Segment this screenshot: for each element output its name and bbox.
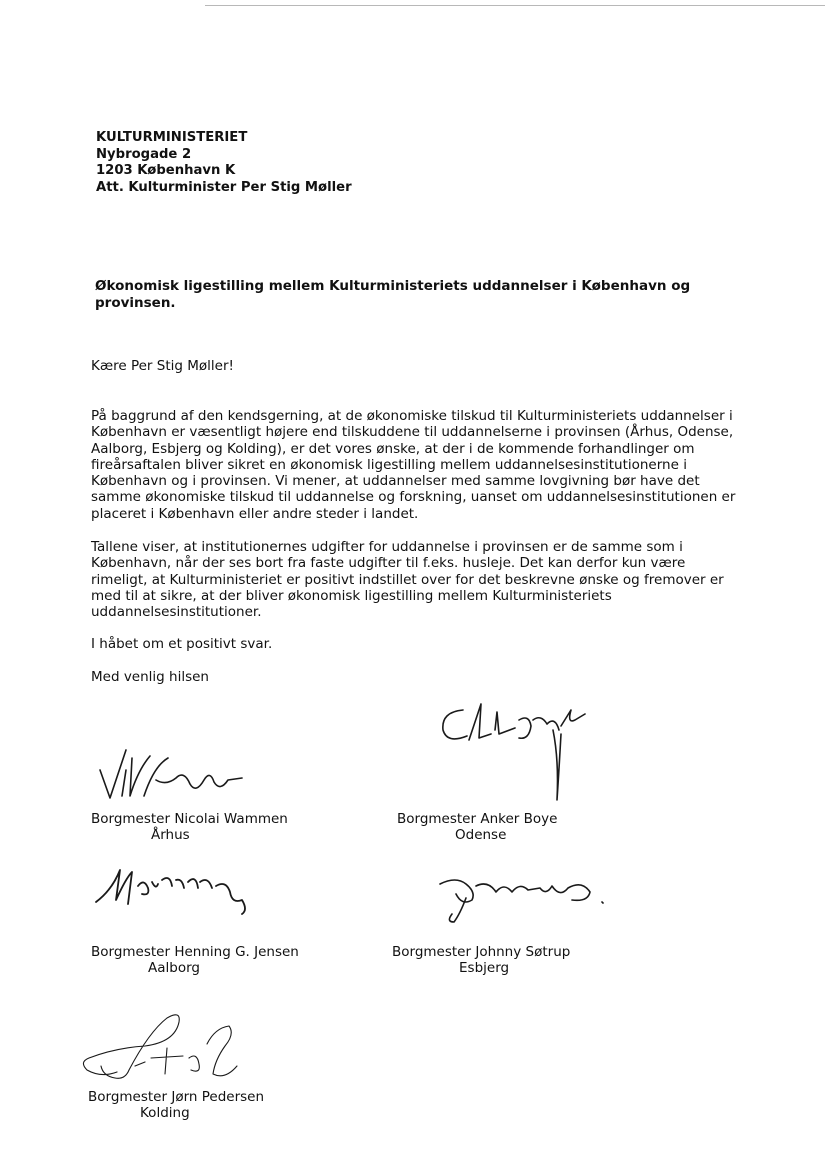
signatory-title: Borgmester Anker Boye xyxy=(397,811,558,827)
paragraph-line: København er væsentligt højere end tilskuddene til uddannelserne i provinsen (Århus, Odense, xyxy=(91,424,734,441)
paragraph-line: rimeligt, at Kulturministeriet er positivt indstillet over for det beskrevne ønske og fremover er xyxy=(91,571,724,588)
paragraph-line: København og i provinsen. Vi mener, at uddannelser med samme lovgivning bør have det xyxy=(91,473,700,490)
paragraph-line: fireårsaftalen bliver sikret en økonomisk ligestilling mellem uddannelsesinstitutionerne i xyxy=(91,456,687,473)
paragraph-line: Aalborg, Esbjerg og Kolding), er det vores ønske, at der i de kommende forhandlinger om xyxy=(91,440,695,457)
signature-pedersen xyxy=(75,1008,255,1094)
recipient-postal: 1203 København K xyxy=(96,163,236,178)
paragraph-line: Tallene viser, at institutionernes udgifter for uddannelse i provinsen er de samme som i xyxy=(91,539,683,555)
signatory-city: Esbjerg xyxy=(459,960,510,976)
recipient-name: KULTURMINISTERIET xyxy=(96,130,248,145)
signatory-title: Borgmester Johnny Søtrup xyxy=(392,944,571,960)
recipient-address xyxy=(96,130,352,196)
signatory-title: Borgmester Nicolai Wammen xyxy=(91,811,288,827)
letter-subject: Økonomisk ligestilling mellem Kulturministeriets uddannelser i København og provinsen. xyxy=(95,278,691,311)
signature-jensen xyxy=(92,860,262,920)
signature-wammen xyxy=(92,740,252,810)
signatory-city: Aalborg xyxy=(148,960,200,976)
signatory-title: Borgmester Jørn Pedersen xyxy=(88,1089,265,1105)
signatory-city: Århus xyxy=(151,827,190,843)
signatory-city: Odense xyxy=(455,827,507,843)
closing-regards: Med venlig hilsen xyxy=(91,669,209,685)
paragraph-line: samme økonomiske tilskud til uddannelse og forskning, uanset om uddannelsesinstitutionen er xyxy=(91,489,736,506)
body-paragraph-1 xyxy=(91,408,741,522)
signatory-title: Borgmester Henning G. Jensen xyxy=(91,944,299,960)
body-paragraph-2 xyxy=(91,539,741,620)
paragraph-line: På baggrund af den kendsgerning, at de økonomiske tilskud til Kulturministeriets uddannelser i xyxy=(91,408,733,424)
paragraph-line: København, når der ses bort fra faste udgifter til f.eks. husleje. Det kan derfor kun være xyxy=(91,555,686,572)
paragraph-line: placeret i København eller andre steder i landet. xyxy=(91,505,419,522)
signature-sotrup xyxy=(432,870,612,930)
top-border-line xyxy=(205,5,825,6)
paragraph-line: med til at sikre, at der bliver økonomisk ligestilling mellem Kulturministeriets xyxy=(91,587,612,604)
closing-hope: I håbet om et positivt svar. xyxy=(91,636,273,652)
signature-boye xyxy=(435,690,625,810)
recipient-street: Nybrogade 2 xyxy=(96,146,192,162)
recipient-attention: Att. Kulturminister Per Stig Møller xyxy=(96,179,352,195)
paragraph-line: uddannelsesinstitutioner. xyxy=(91,604,262,621)
letter-greeting: Kære Per Stig Møller! xyxy=(91,358,234,374)
signatory-city: Kolding xyxy=(140,1105,190,1121)
